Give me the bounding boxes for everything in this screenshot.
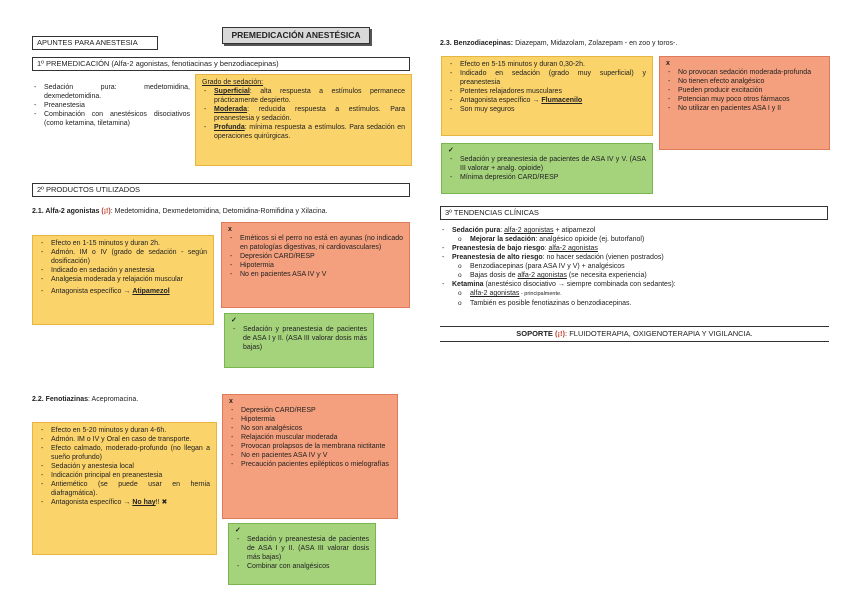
feno-green-box bbox=[228, 523, 376, 585]
list-item: - Profunda: mínima respuesta a estímulos. Para sedación en operaciones quirúrgicas. bbox=[214, 123, 405, 141]
list-item: - Eméticos si el perro no está en ayunas (no indicado en patologías digestivas, ni cardiovasculares) bbox=[240, 234, 403, 252]
feno-yellow-box bbox=[32, 422, 217, 555]
list-item: - Preanestesia de bajo riesgo: alfa-2 agonistas bbox=[452, 244, 835, 253]
list-item: - Mínima depresión CARD/RESP bbox=[460, 173, 646, 182]
section-1-header: 1º PREMEDICACIÓN (Alfa-2 agonistas, fenotiacinas y benzodiacepinas) bbox=[32, 57, 410, 71]
feno-heading: 2.2. Fenotiazinas: Acepromacina. bbox=[32, 396, 139, 403]
list-item: - Hipotermia bbox=[240, 261, 403, 270]
section-3-header: 3º TENDENCIAS CLÍNICAS bbox=[440, 206, 828, 220]
check-icon: ✓ bbox=[448, 147, 454, 154]
x-icon: x bbox=[229, 398, 233, 405]
list-item: - Potentes relajadores musculares bbox=[460, 87, 646, 96]
list-item: - No en pacientes ASA IV y V bbox=[241, 451, 391, 460]
list-item: - Efecto en 5-20 minutos y duran 4-6h. bbox=[51, 426, 210, 435]
list-item: - Admón. IM o IV y Oral en caso de transporte. bbox=[51, 435, 210, 444]
section-1-list bbox=[32, 83, 190, 128]
list-item: - Efecto en 1-15 minutos y duran 2h. bbox=[51, 239, 207, 248]
antagonist-item: - Antagonista específico → Atipamezol bbox=[51, 287, 207, 296]
benzo-heading: 2.3. Benzodiacepinas: Diazepam, Midazolam, Zolazepam - en zoo y toros-. bbox=[440, 40, 678, 47]
sub-item: o Mejorar la sedación: analgésico opioide (ej. butorfanol) bbox=[470, 235, 835, 244]
list-item: - Provocan prolapsos de la membrana nictitante bbox=[241, 442, 391, 451]
list-item: - Indicado en sedación y anestesia bbox=[51, 266, 207, 275]
benzo-green-box bbox=[441, 143, 653, 194]
list-item: - Sedación pura: alfa-2 agonistas + atipamezol bbox=[452, 226, 835, 235]
antagonist-item: - Antagonista específico → No hay!! ✖ bbox=[51, 498, 210, 507]
list-item: - Son muy seguros bbox=[460, 105, 646, 114]
grado-sedacion-box bbox=[195, 74, 412, 166]
grado-title: Grado de sedación: bbox=[202, 79, 264, 86]
list-item: - Depresión CARD/RESP bbox=[240, 252, 403, 261]
list-item: - Efecto en 5-15 minutos y duran 0,30-2h. bbox=[460, 60, 646, 69]
list-item: - Combinar con analgésicos bbox=[247, 562, 369, 571]
alfa-yellow-box bbox=[32, 235, 214, 325]
list-item: - Combinación con anestésicos disociativos (como ketamina, tiletamina) bbox=[44, 110, 190, 128]
list-item: - Sedación y anestesia local bbox=[51, 462, 210, 471]
list-item: - No tienen efecto analgésico bbox=[678, 77, 823, 86]
apuntes-label: APUNTES PARA ANESTESIA bbox=[32, 36, 158, 50]
list-item: - Preanestesia bbox=[44, 101, 190, 110]
list-item: - Ketamina (anestésico disociativo → siempre combinada con sedantes): bbox=[452, 280, 835, 289]
list-item: - Efecto calmado, moderado-profundo (no llegan a sueño profundo) bbox=[51, 444, 210, 462]
list-item: - Indicación principal en preanestesia bbox=[51, 471, 210, 480]
list-item: - Analgesia moderada y relajación muscular bbox=[51, 275, 207, 284]
list-item: - Hipotermia bbox=[241, 415, 391, 424]
list-item: - Relajación muscular moderada bbox=[241, 433, 391, 442]
x-icon: x bbox=[666, 60, 670, 67]
list-item: - Indicado en sedación (grado muy superficial) y preanestesia bbox=[460, 69, 646, 87]
check-icon: ✓ bbox=[231, 317, 237, 324]
list-item: - Sedación y preanestesia de pacientes de ASA IV y V. (ASA III valorar + analg. opioide) bbox=[460, 155, 646, 173]
sub-item: o Benzodiacepinas (para ASA IV y V) + analgésicos bbox=[470, 262, 835, 271]
sub-item: o alfa-2 agonistas - principalmente. bbox=[470, 289, 835, 299]
list-item: - Antiemético (se puede usar en hernia diafragmática). bbox=[51, 480, 210, 498]
list-item: - Moderada: reducida respuesta a estímulos. Para preanestesia y sedación. bbox=[214, 105, 405, 123]
soporte-bar: SOPORTE (¡!): FLUIDOTERAPIA, OXIGENOTERAPIA Y VIGILANCIA. bbox=[440, 326, 829, 342]
list-item: - Sedación y preanestesia de pacientes de ASA I y II. (ASA III valorar dosis más bajas) bbox=[247, 535, 369, 562]
list-item: - Sedación y preanestesia de pacientes de ASA I y II. (ASA III valorar dosis más bajas) bbox=[243, 325, 367, 352]
tendencias-list bbox=[440, 226, 835, 308]
sub-item: o También es posible fenotiazinas o benzodiacepinas. bbox=[470, 299, 835, 308]
sub-item: o Bajas dosis de alfa-2 agonistas (se necesita experiencia) bbox=[470, 271, 835, 280]
benzo-red-box bbox=[659, 56, 830, 150]
alfa-red-box bbox=[221, 222, 410, 308]
list-item: - Admón. IM o IV (grado de sedación - según dosificación) bbox=[51, 248, 207, 266]
x-icon: x bbox=[228, 226, 232, 233]
list-item: - Pueden producir excitación bbox=[678, 86, 823, 95]
antagonist-item: - Antagonista específico → Flumacenilo bbox=[460, 96, 646, 105]
list-item: - Precaución pacientes epilépticos o mielografías bbox=[241, 460, 391, 469]
benzo-yellow-box bbox=[441, 56, 653, 136]
list-item: - No provocan sedación moderada-profunda bbox=[678, 68, 823, 77]
section-2-header: 2º PRODUCTOS UTILIZADOS bbox=[32, 183, 410, 197]
alfa-heading: 2.1. Alfa-2 agonistas (¡!): Medetomidina, Dexmedetomidina, Detomidina-Romifidina y Xilacina. bbox=[32, 208, 328, 215]
list-item: - Potencian muy poco otros fármacos bbox=[678, 95, 823, 104]
alfa-green-box bbox=[224, 313, 374, 368]
check-icon: ✓ bbox=[235, 527, 241, 534]
feno-red-box bbox=[222, 394, 398, 519]
list-item: - Depresión CARD/RESP bbox=[241, 406, 391, 415]
list-item: - Superficial: alta respuesta a estímulos permanece prácticamente despierto. bbox=[214, 87, 405, 105]
list-item: - Preanestesia de alto riesgo: no hacer sedación (vienen postrados) bbox=[452, 253, 835, 262]
page-title: PREMEDICACIÓN ANESTÉSICA bbox=[222, 27, 370, 44]
list-item: - No en pacientes ASA IV y V bbox=[240, 270, 403, 279]
list-item: - No son analgésicos bbox=[241, 424, 391, 433]
list-item: - Sedación pura: medetomidina, dexmedetomidina. bbox=[44, 83, 190, 101]
list-item: - No utilizar en pacientes ASA I y II bbox=[678, 104, 823, 113]
